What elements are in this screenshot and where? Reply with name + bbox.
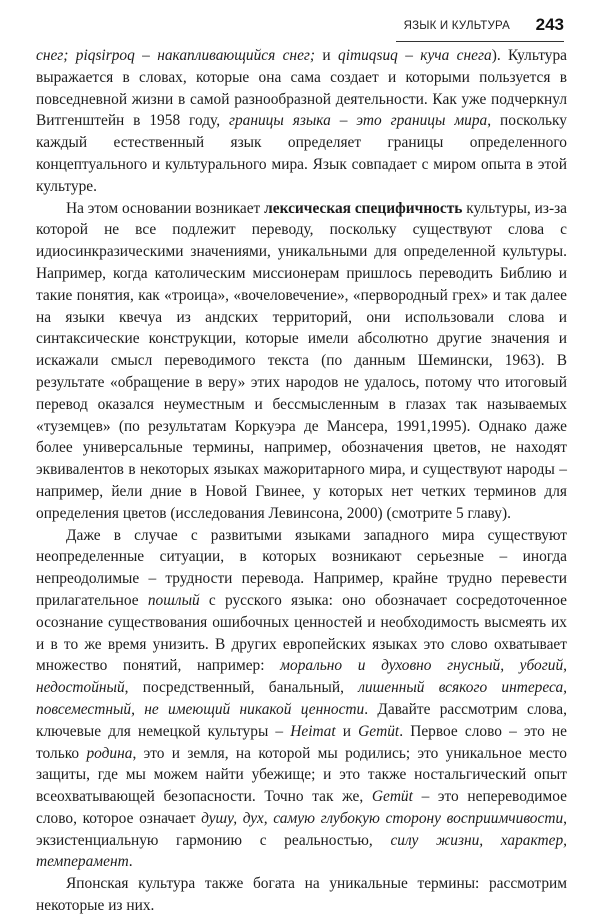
- inuit-term-qimuqsuq: qimuqsuq – куча снега: [338, 47, 492, 64]
- paragraph-2: На этом основании возникает лексическая специфичность культуры, из-за которой не все подлежит переводу, поскольку существуют слова с идиосинкразическими значениями, уникальными для определенной культуры. Например, когда католическим миссионерам пришлось переводить Библию и такие понятия, как «троица», «вочеловечение», «первородный грех» и так далее на языки квечуа из андских территорий, они использовали слова и синтаксические конструкции, которые имели абсолютно другие значения и искажали смысл переводимого текста (по данным Шемински, 1963). В результате «обращение в веру» этих народов не удалось, потому что итоговый перевод оказался неуместным и бессмысленным в глазах так называемых «туземцев» (по результатам Коркуэра де Мансера, 1991,1995). Однако даже более универсальные термины, например, обозначения цветов, не находят эквивалентов в некоторых языках мажоритарного мира, и существуют народы – например, йели дние в Новой Гвинее, у которых нет четких терминов для определения цветов (исследования Левинсона, 2000) (смотрите 5 главу).: [36, 199, 567, 522]
- paragraph-3: Даже в случае с развитыми языками западного мира существуют неопределенные ситуации, в которых возникают серьезные – иногда непреодолимые – трудности перевода. Например, крайне трудно перевести прилагательное пошлый с русского языка: оно обозначает сосредоточенное осознание существования ошибочных ценностей и необходимость высмеять их и в то же время унизить. В других европейских языках это слово охватывает множество понятий, например: морально и духовно гнусный, убогий, недостойный, посредственный, банальный, лишенный всякого интереса, повсеместный, не имеющий никакой ценности. Давайте рассмотрим слова, ключевые для немецкой культуры – Heimat и Gemüt. Первое слово – это не только родина, это и земля, на которой мы родились; это уникальное место защиты, где мы можем найти убежище; и это также ностальгический опыт всеохватывающей безопасности. Точно так же, Gemüt – это непереводимое слово, которое означает душу, дух, самую глубокую сторону восприимчивости, экзистенциальную гармонию с реальностью, силу жизни, характер, темперамент.: [36, 526, 568, 871]
- section-title: ЯЗЫК И КУЛЬТУРА: [403, 20, 510, 32]
- page-number: 243: [535, 15, 564, 34]
- inuit-terms: снег; piqsirpoq – накапливающийся снег;: [36, 47, 316, 64]
- body-text: [36, 45, 567, 917]
- key-term-lexical-specificity: лексическая специфичность: [264, 199, 463, 217]
- paragraph-4: Японская культура также богата на уникальные термины: рассмотрим некоторые из них.: [36, 875, 567, 915]
- term-gemut: Gemüt: [358, 722, 400, 740]
- running-header: [66, 14, 564, 42]
- term-poshlyi: пошлый: [147, 591, 200, 609]
- term-heimat: Heimat: [290, 722, 336, 740]
- wittgenstein-quote: границы языка – это границы мира: [228, 112, 488, 130]
- paragraph-1: снег; piqsirpoq – накапливающийся снег; и qimuqsuq – куча снега). Культура выражается в словах, которые она сама создает и которыми пользуется в повседневной жизни в самой разнообразной деятельности. Как уже подчеркнул Витгенштейн в 1958 году, границы языка – это границы мира, поскольку каждый естественный язык определяет границы определенного концептуального и культурального мира. Язык совпадает с миром опыта в этой культуре.: [36, 47, 567, 195]
- header-rule: [396, 41, 564, 42]
